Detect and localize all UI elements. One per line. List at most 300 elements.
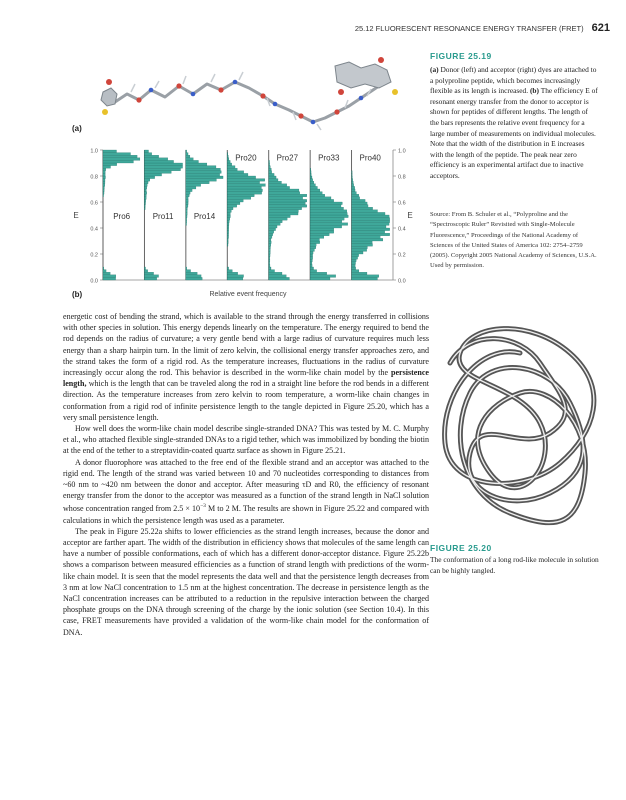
histogram-bar-pro33: [310, 233, 329, 236]
histogram-bar-pro20: [227, 153, 228, 156]
histogram-bar-pro20: [227, 197, 251, 200]
histogram-bar-pro11: [144, 171, 171, 174]
histogram-bar-pro20: [227, 238, 228, 241]
body-paragraph: [63, 526, 429, 638]
y-tick-label: 0.2: [398, 252, 406, 259]
histogram-bar-pro33: [310, 251, 313, 254]
body-paragraph-run: The peak in Figure 25.22a shifts to lower efficiencies as the strand length increases, because the donor and acceptor are farther apart. The width of the distribution in efficiency shows that molecules of the same length can have a number of possible conformations, each of which has a different donor-acceptor distance. Figure 25.22b shows a comparison between measured efficiencies as a function of strand length with predictions of the worm-like chain model. It is seen that the model represents the data well and that the persistence length decreases from 3 nm at low NaCl concentration to 1.5 nm at the highest concentration. The decrease in persistence length as the NaCl concentration increases can be attributed to a reduction in the repulsive interaction between the charged phosphate groups on the DNA through screening of the charge by the ionic solution (see Section 10.4). In this case, FRET measurements have provided a validation of the worm-like chain model for the conformation of DNA.: [63, 526, 429, 637]
histogram-bar-pro20: [227, 236, 228, 239]
histogram-bar-pro40: [352, 264, 356, 267]
histogram-bar-pro14: [186, 218, 187, 221]
histogram-bar-pro40: [352, 270, 359, 273]
histogram-bar-pro33: [310, 244, 316, 247]
histogram-bar-pro14: [186, 275, 201, 278]
histogram-bar-pro27: [269, 272, 282, 275]
histogram-bar-pro14: [186, 168, 221, 171]
histogram-bar-pro20: [227, 228, 228, 231]
histogram-bar-pro6: [103, 153, 130, 156]
histogram-bar-pro27: [269, 197, 303, 200]
histogram-bar-pro27: [269, 186, 290, 189]
histogram-bar-pro20: [227, 205, 237, 208]
histogram-bar-pro20: [227, 225, 228, 228]
histogram-bar-pro14: [186, 189, 192, 192]
histogram-bar-pro6: [103, 272, 110, 275]
histogram-bar-pro14: [186, 179, 217, 182]
histogram-bar-pro11: [144, 163, 182, 166]
histogram-bar-pro11: [144, 202, 145, 205]
y-tick-label: 0.0: [90, 278, 98, 285]
histogram-bar-pro11: [144, 277, 156, 280]
histogram-bar-pro40: [352, 199, 366, 202]
histogram-bar-pro27: [269, 215, 291, 218]
histogram-bar-pro14: [186, 270, 191, 273]
body-paragraph-run: A donor fluorophore was attached to the free end of the flexible strand and an acceptor was attached to the rigid end. The length of the strand was varied between 10 and 70 nucleotides corresponding to distances from ~60 nm to ~420 nm between the donor and acceptor. After measuring τD and R0, the efficiency of resonant energy transfer from the donor to the acceptor was measured as a function of the strand length in NaCl solution whose concentration ranged from 2.5 × 10: [63, 457, 429, 514]
figure-25-19-caption-run: Donor (left) and acceptor (right) dyes are attached to a polyproline peptide, which becomes increasingly flexible as its length is increased.: [430, 65, 597, 96]
histogram-bar-pro33: [310, 272, 327, 275]
series-label-pro27: Pro27: [276, 153, 299, 163]
histogram-bar-pro11: [144, 176, 154, 179]
histogram-bar-pro20: [227, 155, 228, 158]
histogram-bar-pro6: [103, 277, 116, 280]
histogram-bar-pro14: [186, 207, 188, 210]
histogram-bar-pro20: [227, 184, 265, 187]
y-tick-label: 0.4: [398, 226, 406, 233]
histogram-bar-pro20: [227, 218, 230, 221]
body-paragraph-run: energetic cost of bending the strand, which is available to the strand through the energy transferred in collisions with other species in solution. This energy depends linearly on the temperature. The energy required to bend the rod depends on the radius of curvature; a very gentle bend with a large radius of curvature requires much less energy than a sharp hairpin turn. In the limit of zero kelvin, the collisional energy transfer approaches zero, and the strand takes the form of a rigid rod. As the temperature increases, fluctuations in the radius of curvature increasingly occur along the rod. This behavior is described in the worm-like chain model by the: [63, 312, 429, 378]
body-paragraph-run: −3: [200, 503, 206, 510]
histogram-bar-pro40: [352, 249, 367, 252]
histogram-bar-pro33: [310, 254, 312, 257]
histogram-bar-pro40: [352, 231, 385, 234]
histogram-bar-pro27: [269, 173, 274, 176]
histogram-bar-pro6: [103, 179, 105, 182]
histogram-bar-pro27: [269, 264, 270, 267]
histogram-bar-pro40: [352, 186, 355, 189]
histogram-bar-pro27: [269, 176, 276, 179]
histogram-bar-pro14: [186, 202, 188, 205]
histogram-bar-pro14: [186, 212, 187, 215]
histogram-bar-pro20: [227, 173, 248, 176]
histogram-bar-pro20: [227, 176, 255, 179]
histogram-bar-pro27: [269, 236, 272, 239]
histogram-bar-pro40: [352, 259, 357, 262]
histogram-bar-pro14: [186, 272, 197, 275]
histogram-bar-pro40: [352, 192, 357, 195]
histogram-bar-pro33: [310, 168, 311, 171]
histogram-bar-pro20: [227, 207, 233, 210]
histogram-bar-pro40: [352, 181, 354, 184]
figure-25-19-caption: [430, 65, 598, 182]
histogram-bar-pro40: [352, 241, 373, 244]
histogram-bar-pro33: [310, 207, 343, 210]
figure-25-19-label: FIGURE 25.19: [430, 51, 492, 61]
histogram-bar-pro40: [352, 194, 359, 197]
histogram-bar-pro40: [352, 212, 385, 215]
series-label-pro6: Pro6: [113, 211, 131, 221]
histogram-bar-pro11: [144, 275, 158, 278]
histogram-bar-pro27: [269, 199, 307, 202]
histogram-bar-pro11: [144, 270, 147, 273]
histogram-bar-pro14: [186, 223, 187, 226]
histogram-bar-pro40: [352, 244, 373, 247]
histogram-bar-pro14: [186, 215, 187, 218]
histogram-bar-pro27: [269, 246, 271, 249]
histogram-bar-pro40: [352, 171, 353, 174]
histogram-bar-pro40: [352, 251, 363, 254]
histogram-bar-pro33: [310, 210, 347, 213]
figure-25-19-caption-run: (b): [529, 86, 539, 96]
histogram-bar-pro14: [186, 163, 207, 166]
histogram-bar-pro6: [103, 192, 104, 195]
running-head: [300, 22, 610, 38]
histogram-bar-pro6: [103, 171, 105, 174]
histogram-bar-pro11: [144, 173, 161, 176]
histogram-bar-pro27: [269, 257, 270, 260]
histogram-bar-pro11: [144, 184, 147, 187]
histogram-bar-pro6: [103, 186, 104, 189]
histogram-bar-pro33: [310, 171, 311, 174]
x-axis-label: Relative event frequency: [209, 291, 287, 298]
y-tick-label: 0.8: [398, 174, 406, 181]
page-number: 621: [591, 22, 610, 34]
histogram-bar-pro14: [186, 155, 190, 158]
histogram-bar-pro33: [310, 262, 312, 265]
histogram-bar-pro27: [269, 231, 274, 234]
y-tick-label: 1.0: [90, 148, 98, 155]
histogram-bar-pro40: [352, 173, 353, 176]
histogram-bar-pro14: [186, 158, 193, 161]
histogram-bar-pro33: [310, 270, 316, 273]
histogram-bar-pro11: [144, 153, 151, 156]
histogram-bar-pro33: [310, 241, 320, 244]
histogram-bar-pro40: [352, 275, 379, 278]
body-paragraph-run: How well does the worm-like chain model describe single-stranded DNA? This was tested by M. C. Murphy et al., who attached flexible single-stranded DNAs to a rigid tether, which was immobilized by bonding the biotin at the end of the tether to a streptavidin-coated quartz surface as shown in Figure 25.21.: [63, 424, 429, 456]
histogram-bar-pro40: [352, 233, 390, 236]
histogram-bar-pro27: [269, 218, 287, 221]
y-tick-label: 1.0: [398, 148, 406, 155]
histogram-bar-pro20: [227, 168, 237, 171]
histogram-bar-pro33: [310, 197, 331, 200]
panel-a-label: (a): [72, 124, 82, 133]
histogram-bar-pro33: [310, 179, 313, 182]
histogram-bar-pro40: [352, 228, 390, 231]
histogram-bar-pro11: [144, 155, 158, 158]
histogram-bar-pro11: [144, 199, 145, 202]
histogram-bar-pro27: [269, 210, 299, 213]
histogram-bar-pro33: [310, 202, 342, 205]
histogram-bar-pro27: [269, 277, 290, 280]
histogram-bar-pro11: [144, 150, 148, 153]
histogram-bar-pro33: [310, 176, 312, 179]
histogram-bar-pro6: [103, 184, 105, 187]
histogram-bar-pro20: [227, 267, 228, 270]
histogram-bar-pro6: [103, 166, 111, 169]
histogram-bar-pro20: [227, 181, 259, 184]
histogram-bar-pro14: [186, 197, 188, 200]
histogram-bar-pro33: [310, 186, 317, 189]
body-paragraph: [63, 457, 429, 526]
histogram-bar-pro20: [227, 192, 261, 195]
body-paragraph-run: persistence length,: [63, 368, 429, 389]
body-text: [63, 311, 429, 638]
histogram-bar-pro11: [144, 272, 153, 275]
series-label-pro20: Pro20: [235, 153, 257, 163]
series-label-pro11: Pro11: [152, 211, 174, 221]
histogram-bar-pro6: [103, 158, 140, 161]
body-paragraph: [63, 311, 429, 423]
histogram-bar-pro27: [269, 202, 306, 205]
histogram-bar-pro20: [227, 233, 228, 236]
donor-dye: [101, 79, 117, 115]
histogram-bar-pro33: [310, 257, 312, 260]
histogram-bar-pro20: [227, 179, 265, 182]
histogram-bar-pro27: [269, 267, 271, 270]
histogram-bar-pro33: [310, 173, 311, 176]
histogram-bar-pro33: [310, 249, 314, 252]
histogram-bar-pro6: [103, 270, 106, 273]
histogram-bar-pro11: [144, 194, 146, 197]
histogram-bar-pro27: [269, 207, 302, 210]
peptide-molecule-illustration: [95, 52, 415, 137]
histogram-bar-pro14: [186, 205, 188, 208]
histogram-bar-pro33: [310, 228, 334, 231]
histogram-bar-pro20: [227, 272, 237, 275]
histogram-bar-pro27: [269, 259, 270, 262]
histogram-bar-pro40: [352, 202, 368, 205]
histogram-bar-pro20: [227, 220, 229, 223]
histogram-bar-pro27: [269, 275, 287, 278]
histogram-bar-pro20: [227, 189, 262, 192]
figure-25-20-caption: The conformation of a long rod-like molecule in solution can be highly tangled.: [430, 555, 599, 575]
histogram-bar-pro33: [310, 246, 316, 249]
histogram-bar-pro40: [352, 205, 368, 208]
histogram-bar-pro27: [269, 163, 270, 166]
acceptor-dye: [335, 57, 398, 95]
histogram-bar-pro40: [352, 277, 378, 280]
histogram-bar-pro14: [186, 267, 187, 270]
histogram-bar-pro20: [227, 223, 229, 226]
histogram-bar-pro27: [269, 192, 300, 195]
histogram-bar-pro40: [352, 225, 386, 228]
histogram-bar-pro40: [352, 189, 355, 192]
tangled-rod-molecule-illustration: [430, 323, 600, 533]
histogram-bar-pro33: [310, 218, 344, 221]
y-axis-label-left: E: [73, 211, 79, 220]
histogram-bar-pro27: [269, 238, 271, 241]
histogram-bar-pro20: [227, 166, 235, 169]
histogram-bar-pro27: [269, 194, 307, 197]
histogram-bar-pro40: [352, 210, 378, 213]
histogram-bar-pro14: [186, 194, 189, 197]
histogram-bar-pro33: [310, 199, 334, 202]
histogram-bar-pro14: [186, 210, 187, 213]
histogram-bar-pro40: [352, 197, 360, 200]
histogram-bar-pro20: [227, 202, 240, 205]
histogram-bar-pro40: [352, 220, 390, 223]
histogram-bar-pro11: [144, 197, 146, 200]
y-tick-label: 0.8: [90, 174, 98, 181]
histogram-bar-pro14: [186, 220, 187, 223]
histogram-bar-pro40: [352, 236, 381, 239]
histogram-bar-pro11: [144, 158, 167, 161]
histogram-bar-pro11: [144, 181, 148, 184]
histogram-bar-pro6: [103, 275, 116, 278]
histogram-bar-pro11: [144, 166, 182, 169]
figure-25-19-source: Source: From B. Schuler et al., “Polyproline and the “Spectroscopic Ruler” Revisited with Single-Molecule Fluorescence,” Proceedings of the National Academy of Sciences of the United States of America 102: 2754–2759 (2005). Copyright 2005 National Academy of Sciences, U.S.A. Used by permission.: [430, 211, 597, 270]
body-paragraph-run: M to 2 M. The results are shown in Figure 25.22 and compared with calculations in which the persistence length was used as a parameter.: [63, 504, 429, 525]
histogram-bar-pro20: [227, 244, 228, 247]
histogram-bar-pro11: [144, 207, 145, 210]
histogram-bar-pro40: [352, 223, 389, 226]
histogram-bar-pro14: [186, 171, 221, 174]
histogram-bar-pro27: [269, 241, 271, 244]
histogram-bar-pro20: [227, 158, 229, 161]
histogram-bar-pro33: [310, 215, 348, 218]
histogram-bar-pro40: [352, 207, 373, 210]
histogram-bar-pro27: [269, 254, 270, 257]
histogram-bar-pro27: [269, 244, 271, 247]
histogram-bar-pro20: [227, 210, 231, 213]
histogram-bar-pro14: [186, 160, 199, 163]
histogram-bar-pro6: [103, 168, 106, 171]
histogram-bar-pro20: [227, 212, 230, 215]
histogram-bar-pro27: [269, 181, 282, 184]
histogram-bar-pro40: [352, 262, 356, 265]
histogram-bar-pro20: [227, 241, 228, 244]
histogram-bar-pro6: [103, 173, 105, 176]
figure-25-19-caption-run: (a): [430, 65, 439, 74]
histogram-bar-pro27: [269, 223, 280, 226]
histogram-bar-pro6: [103, 160, 133, 163]
histogram-bar-pro40: [352, 246, 368, 249]
histogram-bar-pro33: [310, 225, 341, 228]
histogram-bar-pro6: [103, 176, 105, 179]
histogram-bar-pro27: [269, 220, 283, 223]
y-tick-label: 0.0: [398, 278, 406, 285]
histogram-bar-pro40: [352, 238, 383, 241]
figure-25-19-caption-run: The efficiency E of resonant energy transfer from the donor to acceptor is shown for peptides of different lengths. The length of the bars represents the relative event frequency for a large number of measurements on individual molecules. Note that the width of the distribution in E increases with the length of the peptide. The peak near zero efficiency is an experimental artifact due to inactive acceptors.: [430, 86, 598, 180]
histogram-bar-pro33: [310, 259, 312, 262]
figure-25-20-label: FIGURE 25.20: [430, 543, 492, 553]
histogram-bar-pro20: [227, 171, 243, 174]
histogram-bar-pro20: [227, 163, 231, 166]
histogram-bar-pro33: [310, 181, 314, 184]
histogram-bar-pro40: [352, 254, 359, 257]
series-label-pro14: Pro14: [193, 211, 216, 221]
histogram-bar-pro27: [269, 171, 272, 174]
y-axis-label-right: E: [407, 211, 413, 220]
histogram-bar-pro20: [227, 275, 243, 278]
histogram-bar-pro20: [227, 231, 228, 234]
histogram-bar-pro14: [186, 176, 223, 179]
histogram-bar-pro33: [310, 275, 336, 278]
histogram-bar-pro11: [144, 160, 173, 163]
histogram-bar-pro27: [269, 233, 273, 236]
histogram-bar-pro11: [144, 189, 146, 192]
y-tick-label: 0.6: [398, 200, 406, 207]
histogram-bar-pro40: [352, 272, 367, 275]
histogram-bar-pro33: [310, 223, 348, 226]
histogram-bar-pro6: [103, 189, 104, 192]
histogram-bar-pro14: [186, 186, 196, 189]
histogram-bar-pro40: [352, 257, 358, 260]
histogram-bar-pro14: [186, 192, 190, 195]
histogram-bar-pro33: [310, 194, 325, 197]
histogram-bar-pro33: [310, 238, 319, 241]
histogram-bar-pro27: [269, 270, 275, 273]
histogram-bar-pro40: [352, 176, 353, 179]
histogram-bar-pro33: [310, 264, 312, 267]
panel-b-label: (b): [72, 290, 83, 299]
histogram-bar-pro6: [103, 150, 116, 153]
histogram-bar-pro33: [310, 236, 324, 239]
series-label-pro40: Pro40: [359, 153, 381, 163]
histogram-bar-pro20: [227, 186, 261, 189]
histogram-bar-pro6: [103, 267, 104, 270]
histogram-bar-pro33: [310, 189, 320, 192]
histogram-bar-pro14: [186, 150, 187, 153]
histogram-bar-pro33: [310, 220, 342, 223]
histogram-bar-pro20: [227, 199, 243, 202]
histogram-bar-pro27: [269, 225, 277, 228]
histogram-bar-pro20: [227, 160, 230, 163]
histogram-bar-pro40: [352, 218, 390, 221]
histogram-bar-pro11: [144, 186, 146, 189]
histogram-bar-pro6: [103, 194, 104, 197]
histogram-bar-pro27: [269, 160, 270, 163]
histogram-bar-pro14: [186, 181, 209, 184]
histogram-bar-pro14: [186, 173, 220, 176]
body-paragraph-run: which is the length that can be traveled along the rod in a straight line before the rod bends in a different direction. As the temperature increases from zero kelvin to room temperature, a worm-like chain changes in conformation from a rigid rod of infinite persistence length to the tangle depicted in Figure 25.20, which has a very small persistence length.: [63, 379, 429, 422]
histogram-bar-pro20: [227, 215, 230, 218]
histogram-bar-pro11: [144, 192, 146, 195]
histogram-bar-pro27: [269, 168, 272, 171]
histogram-bar-pro27: [269, 189, 299, 192]
histogram-bar-pro14: [186, 166, 216, 169]
histogram-bar-pro27: [269, 184, 287, 187]
histogram-bar-pro33: [310, 192, 322, 195]
histogram-bar-pro27: [269, 205, 307, 208]
histogram-bar-pro6: [103, 155, 137, 158]
histogram-bar-pro27: [269, 249, 271, 252]
histogram-bar-pro33: [310, 184, 315, 187]
histogram-bar-pro27: [269, 166, 271, 169]
histogram-bar-pro11: [144, 267, 145, 270]
histogram-bar-pro14: [186, 153, 188, 156]
histogram-bar-pro6: [103, 181, 105, 184]
histogram-bar-pro20: [227, 270, 232, 273]
histogram-bar-pro33: [310, 205, 341, 208]
histogram-bar-pro40: [352, 215, 390, 218]
y-tick-label: 0.6: [90, 200, 98, 207]
histogram-bar-pro27: [269, 262, 270, 265]
y-tick-label: 0.2: [90, 252, 98, 259]
y-tick-label: 0.4: [90, 226, 98, 233]
histogram-bar-pro33: [310, 231, 334, 234]
histogram-bar-pro40: [352, 179, 353, 182]
histogram-bar-pro40: [352, 184, 354, 187]
histogram-bar-pro27: [269, 179, 278, 182]
histogram-bar-pro14: [186, 184, 201, 187]
histogram-bar-pro27: [269, 212, 298, 215]
histogram-bar-pro27: [269, 228, 276, 231]
histogram-bar-pro14: [186, 199, 188, 202]
histogram-bar-pro20: [227, 194, 254, 197]
body-paragraph: [63, 423, 429, 457]
histogram-bar-pro11: [144, 179, 149, 182]
histogram-bar-pro33: [310, 267, 313, 270]
running-head-text: 25.12 FLUORESCENT RESONANCE ENERGY TRANSFER (FRET): [354, 24, 584, 33]
